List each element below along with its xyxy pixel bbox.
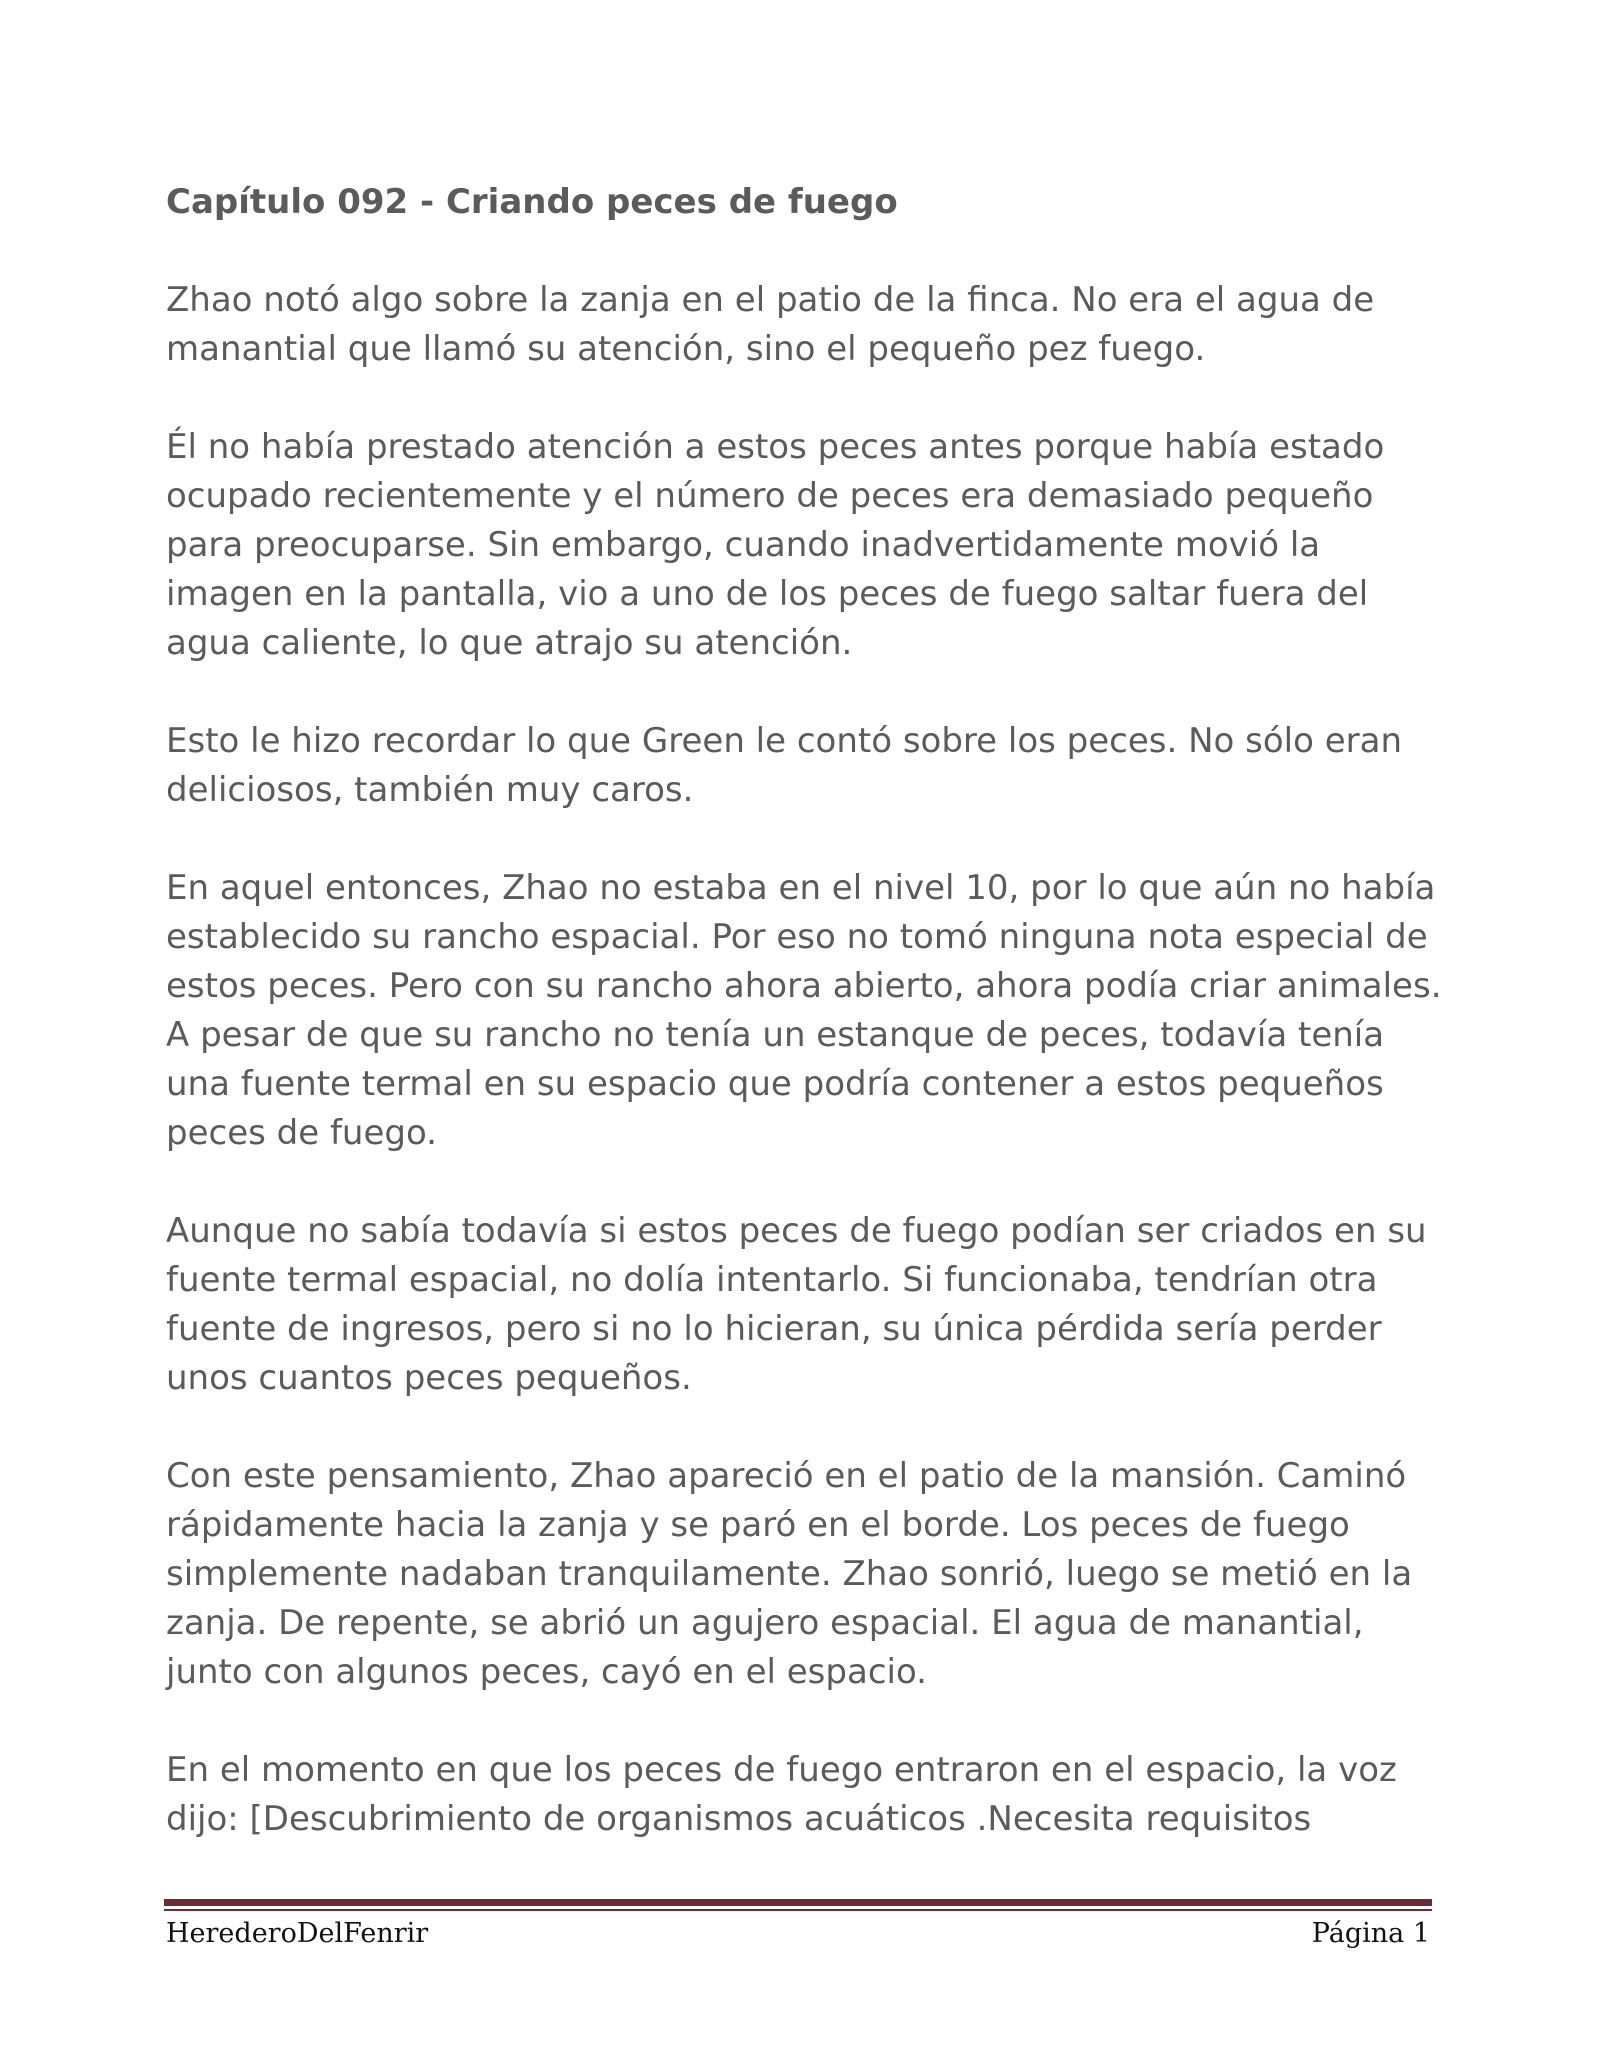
page-content	[166, 178, 1446, 1893]
paragraph-4: En aquel entonces, Zhao no estaba en el nivel 10, por lo que aún no había establecido su rancho espacial. Por eso no tomó ninguna nota especial de estos peces. Pero con su rancho ahora abierto, ahora podía criar animales. A pesar de que su rancho no tenía un estanque de peces, todavía tenía una fuente termal en su espacio que podría contener a estos pequeños peces de fuego.	[166, 868, 1442, 1153]
paragraph-7: En el momento en que los peces de fuego entraron en el espacio, la voz dijo: [Descubrimiento de organismos acuáticos .Necesita requisitos	[166, 1750, 1397, 1839]
footer-page-number: Página 1	[1311, 1918, 1430, 1949]
paragraph-5: Aunque no sabía todavía si estos peces de fuego podían ser criados en su fuente termal espacial, no dolía intentarlo. Si funcionaba, tendrían otra fuente de ingresos, pero si no lo hicieran, su única pérdida sería perder unos cuantos peces pequeños.	[166, 1211, 1427, 1398]
chapter-title: Capítulo 092 - Criando peces de fuego	[166, 182, 898, 222]
footer-divider-thick	[164, 1899, 1432, 1906]
paragraph-3: Esto le hizo recordar lo que Green le contó sobre los peces. No sólo eran deliciosos, también muy caros.	[166, 721, 1402, 810]
footer-divider-thin	[164, 1909, 1432, 1911]
paragraph-1: Zhao notó algo sobre la zanja en el patio de la finca. No era el agua de manantial que llamó su atención, sino el pequeño pez fuego.	[166, 280, 1375, 369]
paragraph-2: Él no había prestado atención a estos peces antes porque había estado ocupado recientemente y el número de peces era demasiado pequeño para preocuparse. Sin embargo, cuando inadvertidamente movió la imagen en la pantalla, vio a uno de los peces de fuego saltar fuera del agua caliente, lo que atrajo su atención.	[166, 427, 1385, 663]
footer-divider	[164, 1899, 1432, 1913]
footer-author: HerederoDelFenrir	[166, 1918, 429, 1949]
paragraph-6: Con este pensamiento, Zhao apareció en el patio de la mansión. Caminó rápidamente hacia la zanja y se paró en el borde. Los peces de fuego simplemente nadaban tranquilamente. Zhao sonrió, luego se metió en la zanja. De repente, se abrió un agujero espacial. El agua de manantial, junto con algunos peces, cayó en el espacio.	[166, 1456, 1413, 1692]
